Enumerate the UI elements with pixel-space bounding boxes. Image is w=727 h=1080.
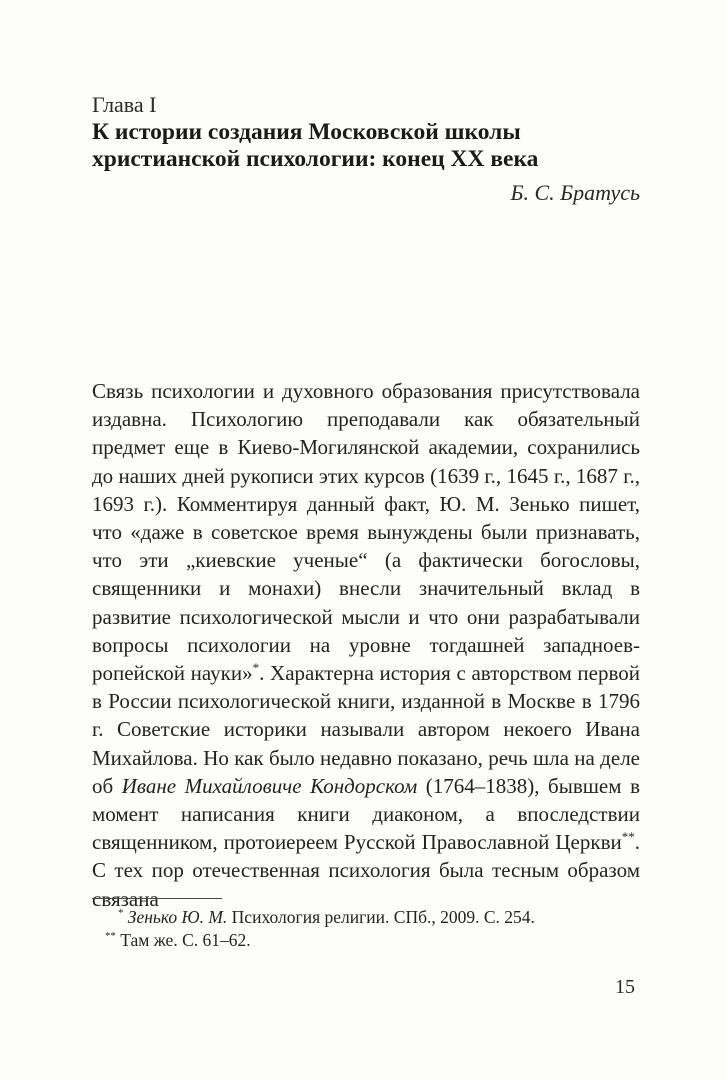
- chapter-label: Глава I: [92, 92, 157, 117]
- footnote-marker: **: [105, 930, 116, 943]
- paragraph-text-run: Связь психологии и духовного образования присутствовала издавна. Психологию преподавали как обязательный предмет еще в Киево-Могилянской академии, сохранились до наших дней рукописи этих курсов (1639 г., 1645 г., 1687 г., 1693 г.). Комментируя данный факт, Ю. М. Зенько пишет, что «даже в советское время вынуждены были признавать, что эти „киевские ученые“ (а фактически богословы, священники и монахи) внесли значительный вклад в развитие психологической мысли и что они разрабатывали вопросы психологии на уровне тогдашней западноевропейской науки»: [92, 379, 640, 686]
- paragraph-text-run: . С тех пор отечественная психология была тесным образом связана: [92, 830, 640, 911]
- footnote-1: [92, 906, 640, 929]
- footnote-text: Там же. С. 61–62.: [120, 930, 251, 950]
- footnote-source-italic: Зенько Ю. М.: [127, 907, 228, 927]
- paragraph-text-run: . Характерна история с авторством первой в России психологической книги, изданной в Москве в 1796 г. Советские историки называли автором некоего Ивана Михайлова. Но как было недавно показано, речь шла на деле об: [92, 661, 640, 798]
- footnote-marker: *: [118, 907, 124, 920]
- author-name: Б. С. Братусь: [510, 180, 640, 205]
- paragraph: [92, 377, 640, 913]
- footnotes-block: [92, 898, 640, 952]
- page-title: К истории создания Московской школы христианской психологии: конец XX века: [92, 119, 539, 172]
- footnote-separator-rule: [92, 898, 222, 899]
- footnote-2: [92, 929, 640, 952]
- footnote-reference-2: **: [621, 829, 635, 845]
- footnote-reference-1: *: [252, 660, 260, 676]
- page-header: [92, 92, 640, 206]
- paragraph-text-run: (1764–1838), бывшем в момент написания книги диаконом, а впоследствии священником, протоиереем Русской Православной Церкви: [92, 773, 640, 855]
- page-number: 15: [615, 976, 635, 998]
- footnote-text: Психология религии. СПб., 2009. С. 254.: [231, 907, 535, 927]
- person-name-italic: Иване Михайловиче Кондорском: [121, 773, 418, 798]
